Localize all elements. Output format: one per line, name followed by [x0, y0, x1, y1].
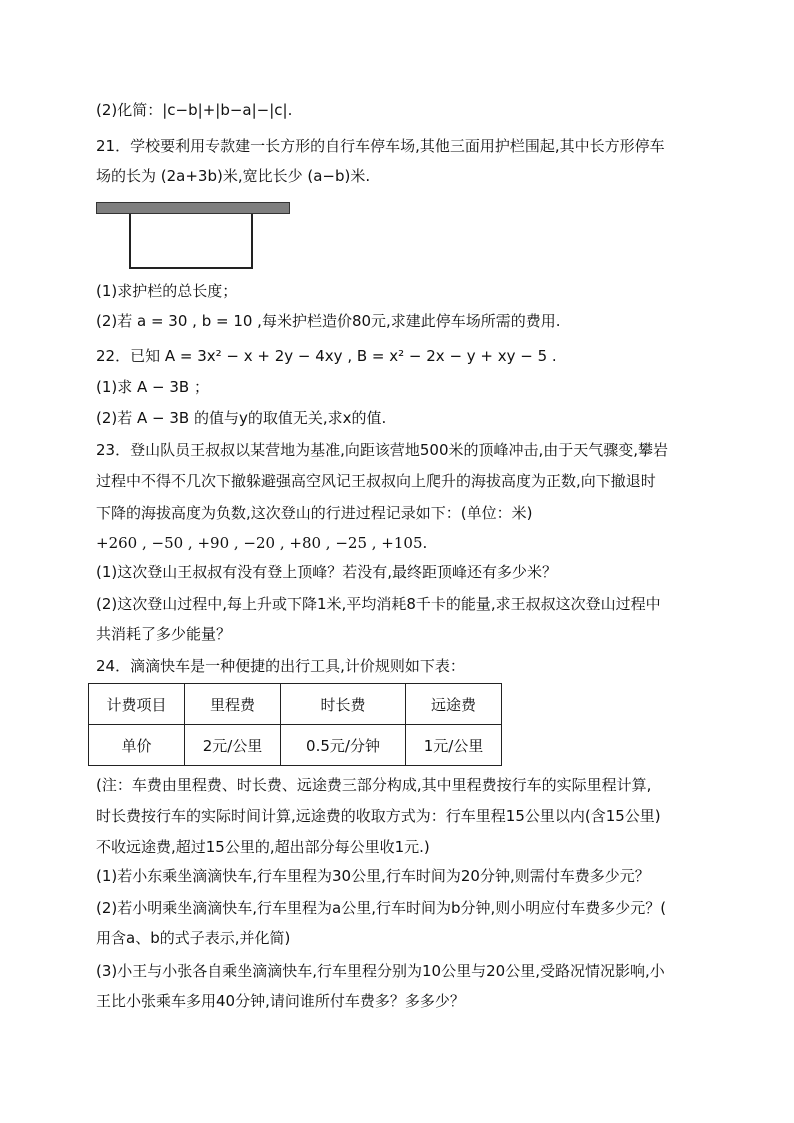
q23-record: +260 , −50 , +90 , −20 , +80 , −25 , +105.: [96, 534, 428, 552]
q24-part1: (1)若小东乘坐滴滴快车,行车里程为30公里,行车时间为20分钟,则需付车费多少元？: [96, 867, 650, 885]
fee-table: [88, 683, 502, 766]
q21-stem-line2: 场的长为 (2a+3b)米,宽比长少 (a−b)米.: [96, 167, 371, 185]
q23-stem-line1: 23．登山队员王叔叔以某营地为基准,向距该营地500米的顶峰冲击,由于天气骤变,攀岩: [96, 441, 669, 459]
q21-part1: (1)求护栏的总长度；: [96, 282, 238, 300]
table-cell: 计费项目: [89, 684, 185, 725]
parking-rectangle: [129, 214, 253, 269]
table-cell: 远途费: [406, 684, 502, 725]
q24-part3-line2: 王比小张乘车多用40分钟,请问谁所付车费多？多多少？: [96, 992, 465, 1010]
wall-bar: [96, 202, 290, 214]
q24-stem: 24．滴滴快车是一种便捷的出行工具,计价规则如下表：: [96, 657, 465, 675]
q23-part2-line1: (2)这次登山过程中,每上升或下降1米,平均消耗8千卡的能量,求王叔叔这次登山过程中: [96, 595, 661, 613]
table-cell: 单价: [89, 725, 185, 766]
q22-part2: (2)若 A − 3B 的值与y的取值无关,求x的值.: [96, 409, 387, 427]
q23-part2-line2: 共消耗了多少能量？: [96, 625, 232, 643]
q23-stem-line3: 下降的海拔高度为负数,这次登山的行进过程记录如下：(单位：米): [96, 504, 533, 522]
q22-stem: 22．已知 A = 3x² − x + 2y − 4xy , B = x² − 2x − y + xy − 5 .: [96, 347, 557, 365]
parking-lot-figure: [96, 202, 290, 270]
q24-part3-line1: (3)小王与小张各自乘坐滴滴快车,行车里程分别为10公里与20公里,受路况情况影响,小: [96, 962, 665, 980]
table-row: [89, 725, 502, 766]
q21-stem-line1: 21．学校要利用专款建一长方形的自行车停车场,其他三面用护栏围起,其中长方形停车: [96, 137, 665, 155]
q24-note-line1: (注：车费由里程费、时长费、远途费三部分构成,其中里程费按行车的实际里程计算,: [96, 776, 652, 794]
table-cell: 0.5元/分钟: [281, 725, 406, 766]
table-cell: 1元/公里: [406, 725, 502, 766]
table-cell: 里程费: [185, 684, 281, 725]
q24-part2-line1: (2)若小明乘坐滴滴快车,行车里程为a公里,行车时间为b分钟,则小明应付车费多少元？(: [96, 899, 667, 917]
q23-stem-line2: 过程中不得不几次下撤躲避强高空风记王叔叔向上爬升的海拔高度为正数,向下撤退时: [96, 472, 656, 490]
q20-part2: (2)化简：|c−b|+|b−a|−|c|.: [96, 101, 293, 119]
q24-part2-line2: 用含a、b的式子表示,并化简): [96, 929, 291, 947]
table-cell: 2元/公里: [185, 725, 281, 766]
q21-part2: (2)若 a = 30 , b = 10 ,每米护栏造价80元,求建此停车场所需的费用.: [96, 312, 561, 330]
table-cell: 时长费: [281, 684, 406, 725]
table-row: [89, 684, 502, 725]
q23-part1: (1)这次登山王叔叔有没有登上顶峰？若没有,最终距顶峰还有多少米？: [96, 563, 558, 581]
q22-part1: (1)求 A − 3B ；: [96, 378, 209, 396]
q24-note-line2: 时长费按行车的实际时间计算,远途费的收取方式为：行车里程15公里以内(含15公里): [96, 807, 661, 825]
q24-note-line3: 不收远途费,超过15公里的,超出部分每公里收1元.): [96, 838, 430, 856]
